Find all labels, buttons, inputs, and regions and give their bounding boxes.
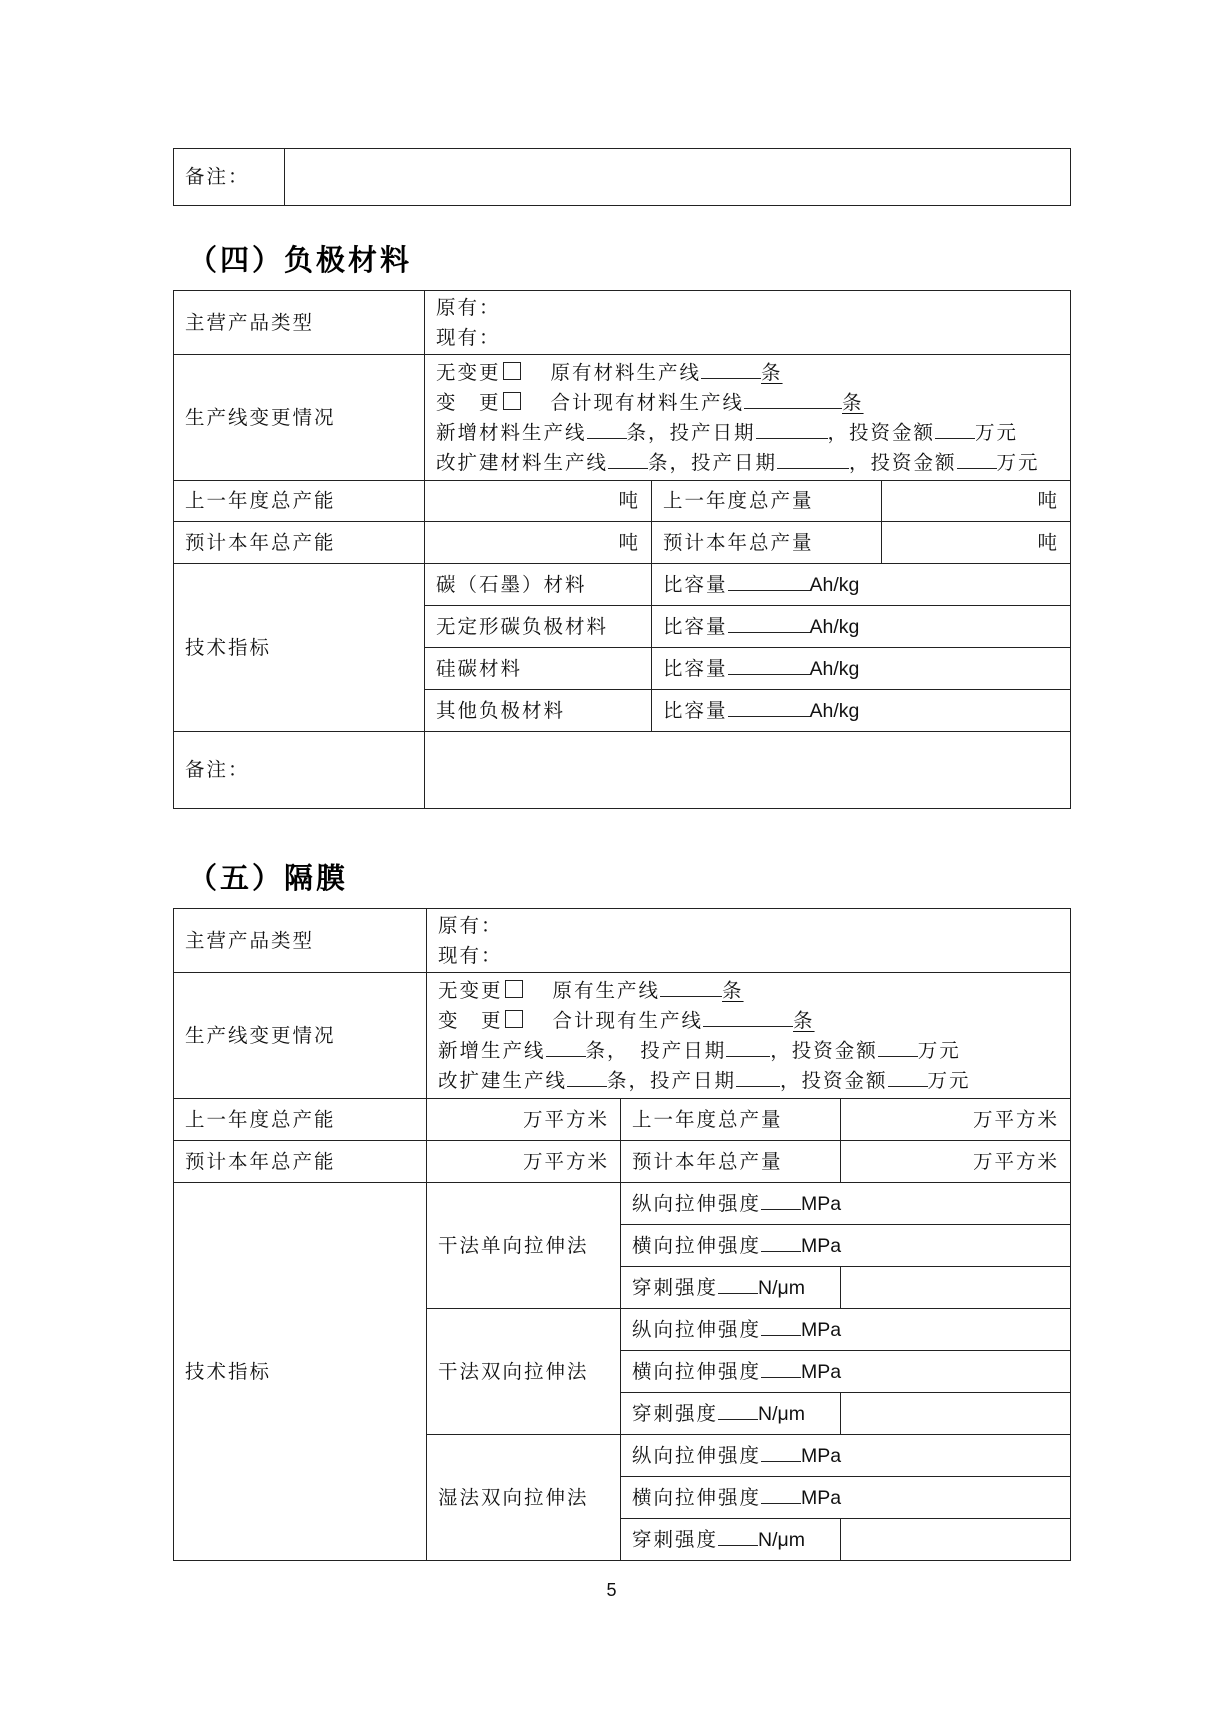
line-change-field (427, 973, 1071, 1099)
puncture-blank-cell[interactable] (841, 1519, 1071, 1561)
original-lines-label: 原有生产线 (552, 978, 661, 1002)
stretch-method-name: 湿法双向拉伸法 (427, 1435, 621, 1561)
total-lines-label: 合计现有生产线 (552, 1008, 704, 1032)
total-lines-blank[interactable] (744, 388, 842, 409)
original-lines-blank[interactable] (660, 976, 722, 997)
new-lines-mid: 条，投产日期 (626, 420, 756, 444)
new-invest-label: ，投资金额 (770, 1038, 878, 1062)
expand-date-blank[interactable] (777, 448, 849, 469)
expand-invest-label: ，投资金额 (780, 1068, 888, 1092)
product-type-label: 主营产品类型 (174, 291, 425, 355)
anode-material-table (173, 290, 1071, 809)
new-lines-label: 新增材料生产线 (436, 420, 587, 444)
original-label: 原有： (438, 913, 503, 937)
last-year-capacity-field[interactable]: 万平方米 (427, 1099, 621, 1141)
longitudinal-strength-field[interactable]: 纵向拉伸强度 MPa (621, 1183, 1071, 1225)
new-invest-blank[interactable] (935, 418, 975, 439)
tech-material-name: 其他负极材料 (425, 690, 652, 732)
tiao-unit: 条 (793, 1008, 815, 1032)
tiao-unit: 条 (722, 978, 744, 1002)
expected-capacity-field[interactable]: 吨 (425, 522, 652, 564)
no-change-label: 无变更 (436, 360, 501, 384)
last-year-output-label: 上一年度总产量 (621, 1099, 841, 1141)
puncture-blank-cell[interactable] (841, 1267, 1071, 1309)
expand-lines-blank[interactable] (567, 1066, 607, 1087)
top-remark-table (173, 148, 1071, 206)
specific-capacity-field[interactable]: 比容量 Ah/kg (652, 606, 1071, 648)
product-type-label: 主营产品类型 (174, 909, 427, 973)
current-label: 现有： (436, 325, 501, 349)
no-change-checkbox[interactable] (503, 362, 521, 380)
tech-index-label: 技术指标 (174, 1183, 427, 1561)
expand-lines-label: 改扩建材料生产线 (436, 450, 609, 474)
last-year-capacity-label: 上一年度总产能 (174, 481, 425, 522)
separator-table (173, 908, 1071, 1561)
change-label: 变 更 (438, 1008, 503, 1032)
puncture-strength-field[interactable]: 穿刺强度 N/μm (621, 1393, 841, 1435)
change-checkbox[interactable] (505, 1010, 523, 1028)
last-year-output-field[interactable]: 万平方米 (841, 1099, 1071, 1141)
page-number: 5 (606, 1580, 617, 1600)
tech-index-label: 技术指标 (174, 564, 425, 732)
section-heading-separator: （五）隔膜 (188, 861, 349, 895)
new-date-blank[interactable] (756, 418, 828, 439)
transverse-strength-field[interactable]: 横向拉伸强度 MPa (621, 1225, 1071, 1267)
tiao-unit: 条 (761, 360, 783, 384)
new-date-blank[interactable] (726, 1036, 770, 1057)
last-year-output-label: 上一年度总产量 (652, 481, 882, 522)
original-lines-label: 原有材料生产线 (550, 360, 702, 384)
wan-yuan-unit: 万元 (996, 450, 1040, 474)
specific-capacity-field[interactable]: 比容量 Ah/kg (652, 648, 1071, 690)
expand-lines-blank[interactable] (608, 448, 648, 469)
line-change-label: 生产线变更情况 (174, 355, 425, 481)
expand-invest-label: ，投资金额 (849, 450, 957, 474)
specific-capacity-field[interactable]: 比容量 Ah/kg (652, 690, 1071, 732)
expected-capacity-label: 预计本年总产能 (174, 1141, 427, 1183)
wan-yuan-unit: 万元 (927, 1068, 971, 1092)
remark-label: 备注： (174, 732, 425, 809)
total-lines-blank[interactable] (703, 1006, 793, 1027)
longitudinal-strength-field[interactable]: 纵向拉伸强度 MPa (621, 1435, 1071, 1477)
product-type-field[interactable] (425, 291, 1071, 355)
stretch-method-name: 干法单向拉伸法 (427, 1183, 621, 1309)
specific-capacity-field[interactable]: 比容量 Ah/kg (652, 564, 1071, 606)
line-change-label: 生产线变更情况 (174, 973, 427, 1099)
remark-label: 备注： (174, 149, 285, 206)
wan-yuan-unit: 万元 (975, 420, 1019, 444)
no-change-checkbox[interactable] (505, 980, 523, 998)
product-type-field[interactable] (427, 909, 1071, 973)
tech-material-name: 碳（石墨）材料 (425, 564, 652, 606)
section-heading-anode: （四）负极材料 (188, 243, 413, 277)
line-change-field (425, 355, 1071, 481)
no-change-label: 无变更 (438, 978, 503, 1002)
new-lines-mid: 条， 投产日期 (585, 1038, 727, 1062)
remark-field[interactable] (425, 732, 1071, 809)
tech-material-name: 无定形碳负极材料 (425, 606, 652, 648)
current-label: 现有： (438, 943, 503, 967)
wan-yuan-unit: 万元 (917, 1038, 961, 1062)
new-invest-blank[interactable] (878, 1036, 918, 1057)
last-year-capacity-field[interactable]: 吨 (425, 481, 652, 522)
puncture-strength-field[interactable]: 穿刺强度 N/μm (621, 1267, 841, 1309)
original-label: 原有： (436, 295, 501, 319)
new-invest-label: ，投资金额 (827, 420, 936, 444)
tiao-unit: 条 (842, 390, 864, 414)
longitudinal-strength-field[interactable]: 纵向拉伸强度 MPa (621, 1309, 1071, 1351)
tech-material-name: 硅碳材料 (425, 648, 652, 690)
new-lines-blank[interactable] (546, 1036, 586, 1057)
expected-output-label: 预计本年总产量 (621, 1141, 841, 1183)
expand-lines-label: 改扩建生产线 (438, 1068, 568, 1092)
expected-output-field[interactable]: 吨 (882, 522, 1071, 564)
expected-capacity-label: 预计本年总产能 (174, 522, 425, 564)
last-year-capacity-label: 上一年度总产能 (174, 1099, 427, 1141)
stretch-method-name: 干法双向拉伸法 (427, 1309, 621, 1435)
change-label: 变 更 (436, 390, 501, 414)
expand-lines-mid: 条，投产日期 (648, 450, 778, 474)
total-lines-label: 合计现有材料生产线 (550, 390, 745, 414)
remark-field[interactable] (285, 149, 1071, 206)
change-checkbox[interactable] (503, 392, 521, 410)
new-lines-label: 新增生产线 (438, 1038, 546, 1062)
expected-output-field[interactable]: 万平方米 (841, 1141, 1071, 1183)
expected-capacity-field[interactable]: 万平方米 (427, 1141, 621, 1183)
expand-date-blank[interactable] (736, 1066, 780, 1087)
puncture-blank-cell[interactable] (841, 1393, 1071, 1435)
expand-invest-blank[interactable] (888, 1066, 928, 1087)
original-lines-blank[interactable] (701, 358, 761, 379)
transverse-strength-field[interactable]: 横向拉伸强度 MPa (621, 1477, 1071, 1519)
transverse-strength-field[interactable]: 横向拉伸强度 MPa (621, 1351, 1071, 1393)
new-lines-blank[interactable] (587, 418, 627, 439)
expected-output-label: 预计本年总产量 (652, 522, 882, 564)
expand-lines-mid: 条，投产日期 (607, 1068, 737, 1092)
expand-invest-blank[interactable] (957, 448, 997, 469)
puncture-strength-field[interactable]: 穿刺强度 N/μm (621, 1519, 841, 1561)
last-year-output-field[interactable]: 吨 (882, 481, 1071, 522)
